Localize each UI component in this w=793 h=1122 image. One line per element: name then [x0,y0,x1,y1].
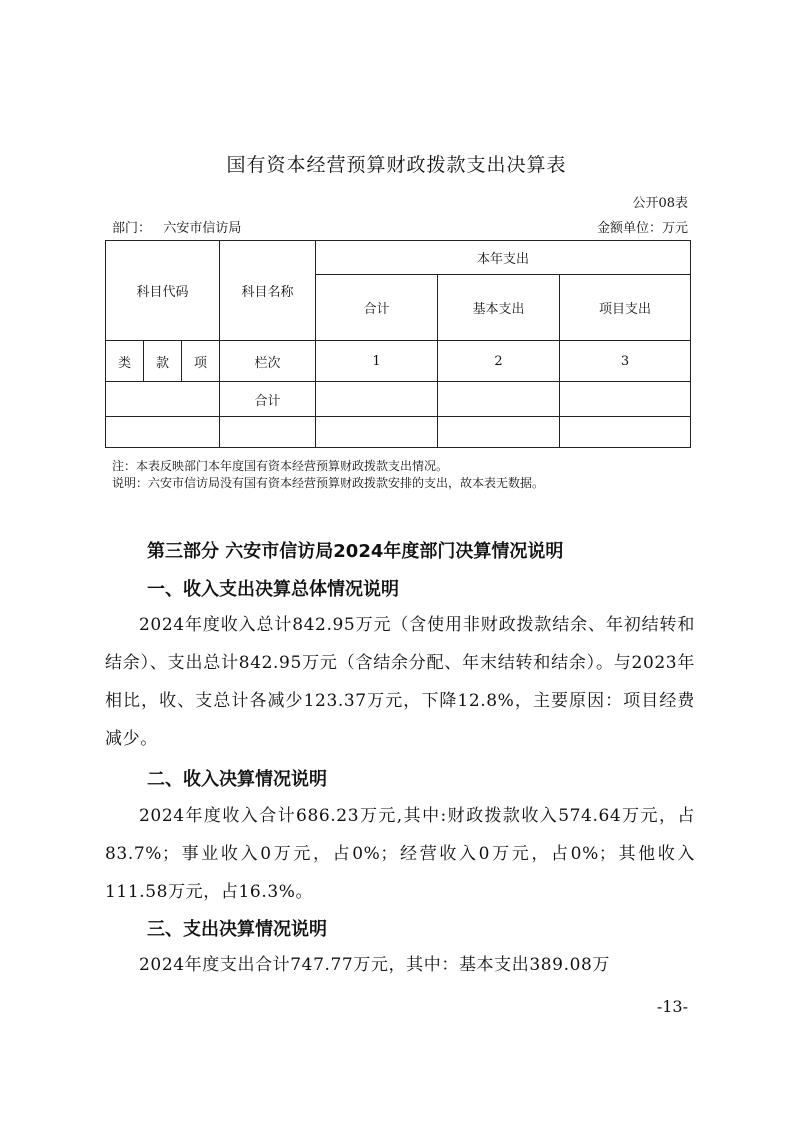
column-no-2: 2 [438,341,560,382]
subject-name-header: 科目名称 [220,241,316,341]
total-row-label: 合计 [220,382,316,417]
state-capital-expenditure-table [105,240,691,448]
empty-cell [438,417,560,448]
lei-header: 类 [106,341,144,382]
section-body-income-expenditure: 2024年度收入总计842.95万元（含使用非财政拨款结余、年初结转和结余）、支出总计842.95万元（含结余分配、年末结转和结余）。与2023年相比，收、支总计各减少123.37万元，下降12.8%，主要原因：项目经费减少。 [105,615,695,749]
total-header: 合计 [316,275,438,341]
table-explanation: 说明：六安市信访局没有国有资本经营预算财政拨款安排的支出，故本表无数据。 [112,476,545,490]
column-no-1: 1 [316,341,438,382]
table-code: 公开08表 [632,196,688,211]
department-label: 部门： [112,221,152,236]
empty-cell [220,417,316,448]
project-expenditure-header: 项目支出 [560,275,691,341]
empty-cell [316,417,438,448]
total-row-code [106,382,220,417]
total-row [106,382,691,417]
column-no-label: 栏次 [220,341,316,382]
department-row [112,217,241,236]
subject-code-header: 科目代码 [106,241,220,341]
kuan-header: 款 [144,341,182,382]
total-row-total [316,382,438,417]
basic-expenditure-header: 基本支出 [438,275,560,341]
empty-cell [560,417,691,448]
amount-unit-label: 金额单位：万元 [596,221,688,236]
section-heading-income: 二、收入决算情况说明 [147,769,327,790]
section-heading-income-expenditure: 一、收入支出决算总体情况说明 [147,579,399,600]
section-heading-expenditure: 三、支出决算情况说明 [147,919,327,940]
xiang-header: 项 [182,341,220,382]
empty-row [106,417,691,448]
department-name: 六安市信访局 [163,221,242,236]
section-body-income: 2024年度收入合计686.23万元,其中:财政拨款收入574.64万元，占83.7%；事业收入0万元，占0%；经营收入0万元，占0%；其他收入111.58万元，占16.3%。 [105,806,695,902]
table-note: 注：本表反映部门本年度国有资本经营预算财政拨款支出情况。 [112,459,449,473]
part-title: 第三部分 六安市信访局2024年度部门决算情况说明 [147,541,564,562]
current-year-expenditure-header: 本年支出 [316,241,691,275]
table-header-row [106,241,691,275]
empty-cell [106,417,220,448]
section-body-expenditure: 2024年度支出合计747.77万元，其中：基本支出389.08万 [139,955,611,975]
table-title: 国有资本经营预算财政拨款支出决算表 [226,154,567,176]
column-number-row [106,341,691,382]
total-row-basic [438,382,560,417]
total-row-project [560,382,691,417]
column-no-3: 3 [560,341,691,382]
page-number: -13- [656,997,688,1016]
